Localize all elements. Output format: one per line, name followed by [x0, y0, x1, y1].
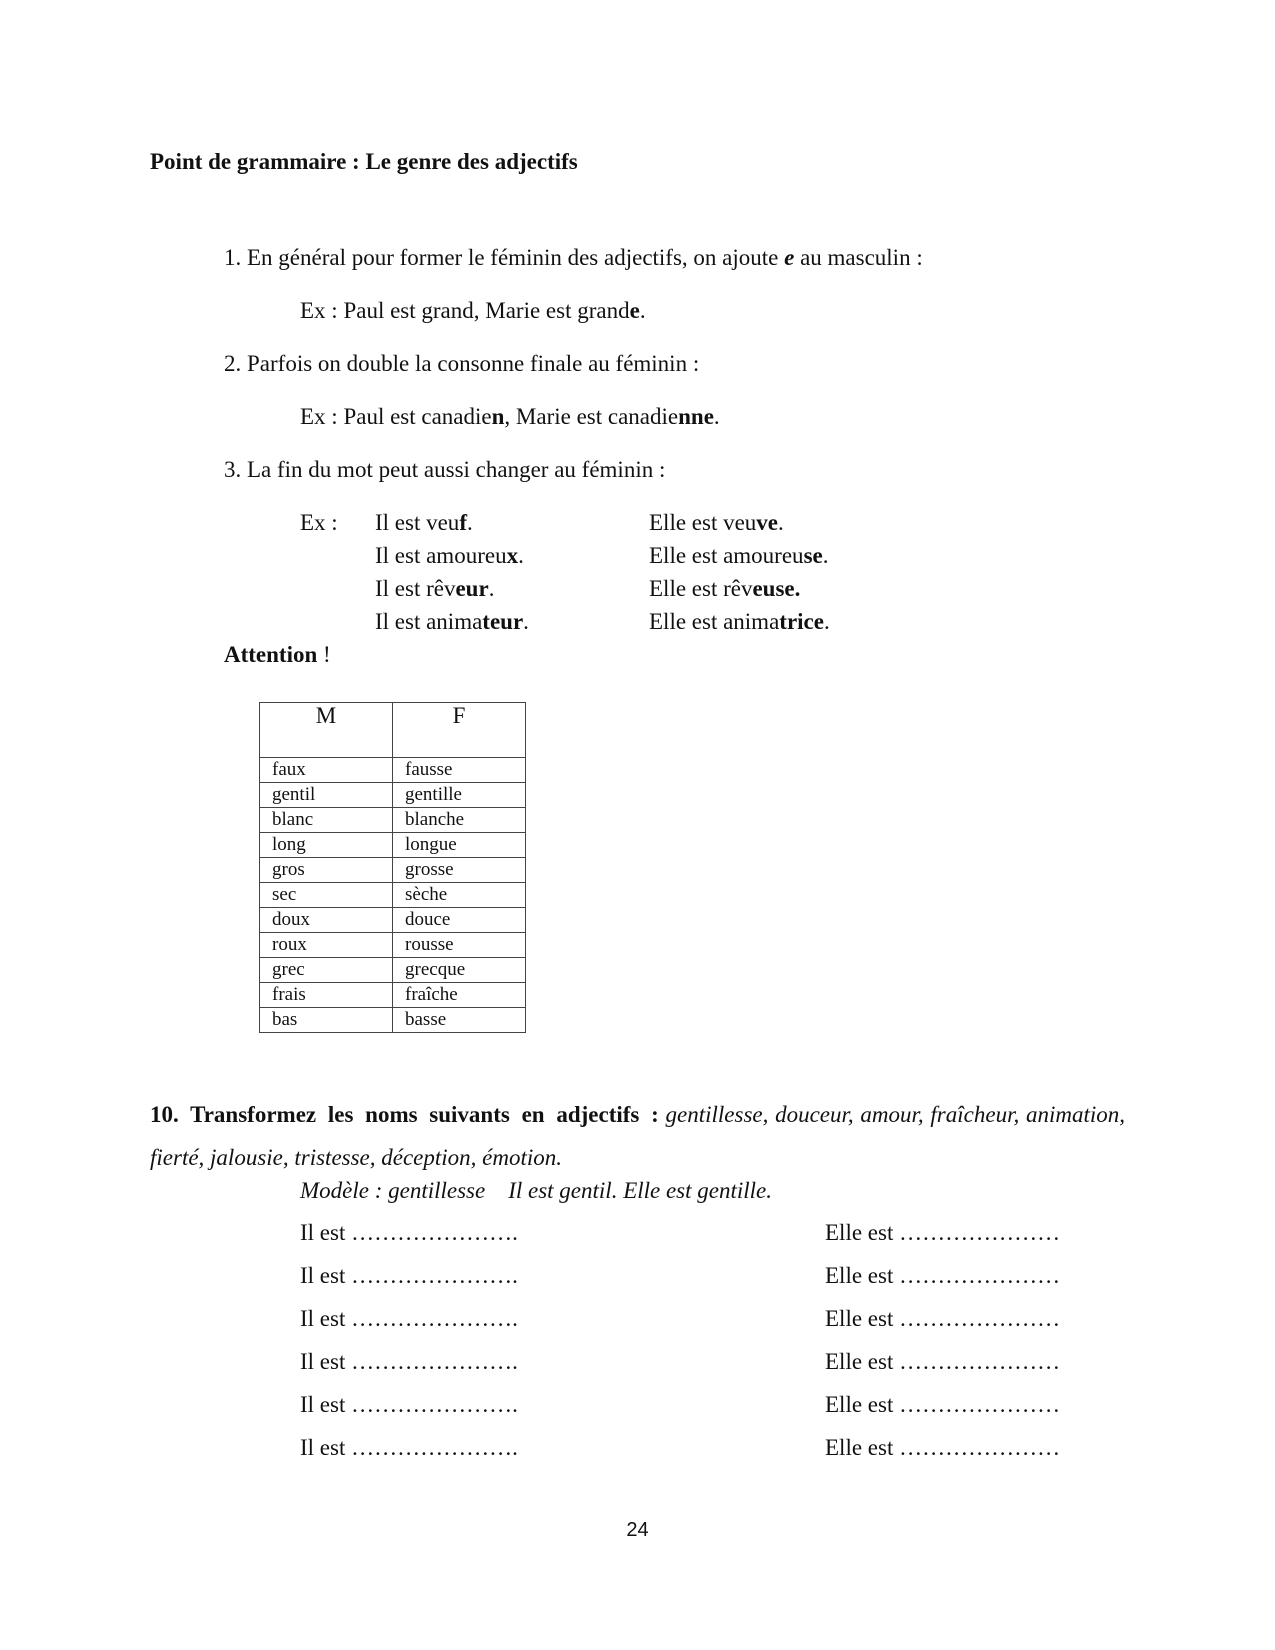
rule-1-emph: e [784, 245, 795, 270]
column-header-feminine: F [393, 703, 526, 758]
exercise-10-instructions [150, 1093, 1125, 1179]
rule-2: 2. Parfois on double la consonne finale au féminin : [224, 351, 700, 376]
cell-masc: sec [260, 883, 393, 908]
cell-masc: long [260, 833, 393, 858]
table-row [260, 983, 526, 1008]
rule-3-masc-2: Il est amoureux. [375, 543, 524, 568]
cell-masc: bas [260, 1008, 393, 1033]
answer-line-il: Il est …………………. [300, 1220, 518, 1245]
exercise-10-words: gentillesse, douceur, amour, fraîcheur, animation, fierté, jalousie, tristesse, déception, émotion. [150, 1102, 1125, 1170]
cell-fem: longue [393, 833, 526, 858]
page-title: Point de grammaire : Le genre des adjectifs [150, 149, 578, 174]
cell-fem: grecque [393, 958, 526, 983]
rule-1-example-text: Ex : Paul est grand, Marie est grand [300, 298, 630, 323]
table-row [260, 783, 526, 808]
cell-masc: grec [260, 958, 393, 983]
cell-fem: douce [393, 908, 526, 933]
table-header-row [260, 703, 526, 758]
page-number: 24 [626, 1519, 649, 1541]
rule-3-fem-2: Elle est amoureuse. [649, 543, 829, 568]
cell-fem: basse [393, 1008, 526, 1033]
table-row [260, 758, 526, 783]
answer-line-elle: Elle est ………………… [825, 1435, 1061, 1460]
table-row [260, 958, 526, 983]
cell-fem: blanche [393, 808, 526, 833]
answer-line-elle: Elle est ………………… [825, 1349, 1061, 1374]
rule-1-example-bold: e [629, 298, 640, 323]
cell-fem: grosse [393, 858, 526, 883]
exercise-10-model: Modèle : gentillesse Il est gentil. Elle est gentille. [300, 1178, 773, 1203]
rule-3-fem-4: Elle est animatrice. [649, 609, 830, 634]
rule-3-ex-label: Ex : [300, 510, 338, 535]
rule-3-masc-3: Il est rêveur. [375, 576, 495, 601]
cell-masc: frais [260, 983, 393, 1008]
table-row [260, 1008, 526, 1033]
cell-masc: blanc [260, 808, 393, 833]
adjective-gender-table [259, 702, 526, 1033]
rule-3-fem-3: Elle est rêveuse. [649, 576, 801, 601]
table-row [260, 833, 526, 858]
cell-fem: gentille [393, 783, 526, 808]
rule-2-example-part1: Ex : Paul est canadie [300, 404, 492, 429]
cell-masc: doux [260, 908, 393, 933]
rule-1-example-end: . [639, 298, 646, 323]
answer-line-il: Il est …………………. [300, 1349, 518, 1374]
column-header-masculine: M [260, 703, 393, 758]
rule-2-example [300, 404, 720, 430]
exercise-10-heading: 10. Transformez les noms suivants en adjectifs : [150, 1102, 659, 1127]
rule-3-masc-4: Il est animateur. [375, 609, 529, 634]
cell-masc: gros [260, 858, 393, 883]
cell-fem: fraîche [393, 983, 526, 1008]
rule-1 [224, 245, 923, 271]
rule-2-example-bold2: nne [678, 404, 714, 429]
rule-1-text-before: 1. En général pour former le féminin des adjectifs, on ajoute [224, 245, 785, 270]
cell-masc: roux [260, 933, 393, 958]
table-row [260, 908, 526, 933]
rule-1-example [300, 298, 646, 324]
table-row [260, 933, 526, 958]
answer-line-elle: Elle est ………………… [825, 1220, 1061, 1245]
cell-fem: sèche [393, 883, 526, 908]
table-row [260, 858, 526, 883]
attention-note: Attention ! [224, 642, 331, 667]
answer-line-il: Il est …………………. [300, 1263, 518, 1288]
rule-3-masc-1: Il est veuf. [375, 510, 473, 535]
cell-masc: gentil [260, 783, 393, 808]
cell-fem: fausse [393, 758, 526, 783]
rule-2-example-part3: . [713, 404, 720, 429]
cell-masc: faux [260, 758, 393, 783]
table-row [260, 808, 526, 833]
answer-line-elle: Elle est ………………… [825, 1306, 1061, 1331]
answer-line-elle: Elle est ………………… [825, 1263, 1061, 1288]
rule-2-example-part2: , Marie est canadie [504, 404, 679, 429]
answer-line-il: Il est …………………. [300, 1435, 518, 1460]
answer-line-il: Il est …………………. [300, 1392, 518, 1417]
rule-3: 3. La fin du mot peut aussi changer au féminin : [224, 457, 666, 482]
cell-fem: rousse [393, 933, 526, 958]
table-row [260, 883, 526, 908]
answer-line-elle: Elle est ………………… [825, 1392, 1061, 1417]
rule-3-fem-1: Elle est veuve. [649, 510, 784, 535]
answer-line-il: Il est …………………. [300, 1306, 518, 1331]
rule-2-example-bold1: n [491, 404, 505, 429]
rule-1-text-after: au masculin : [794, 245, 923, 270]
